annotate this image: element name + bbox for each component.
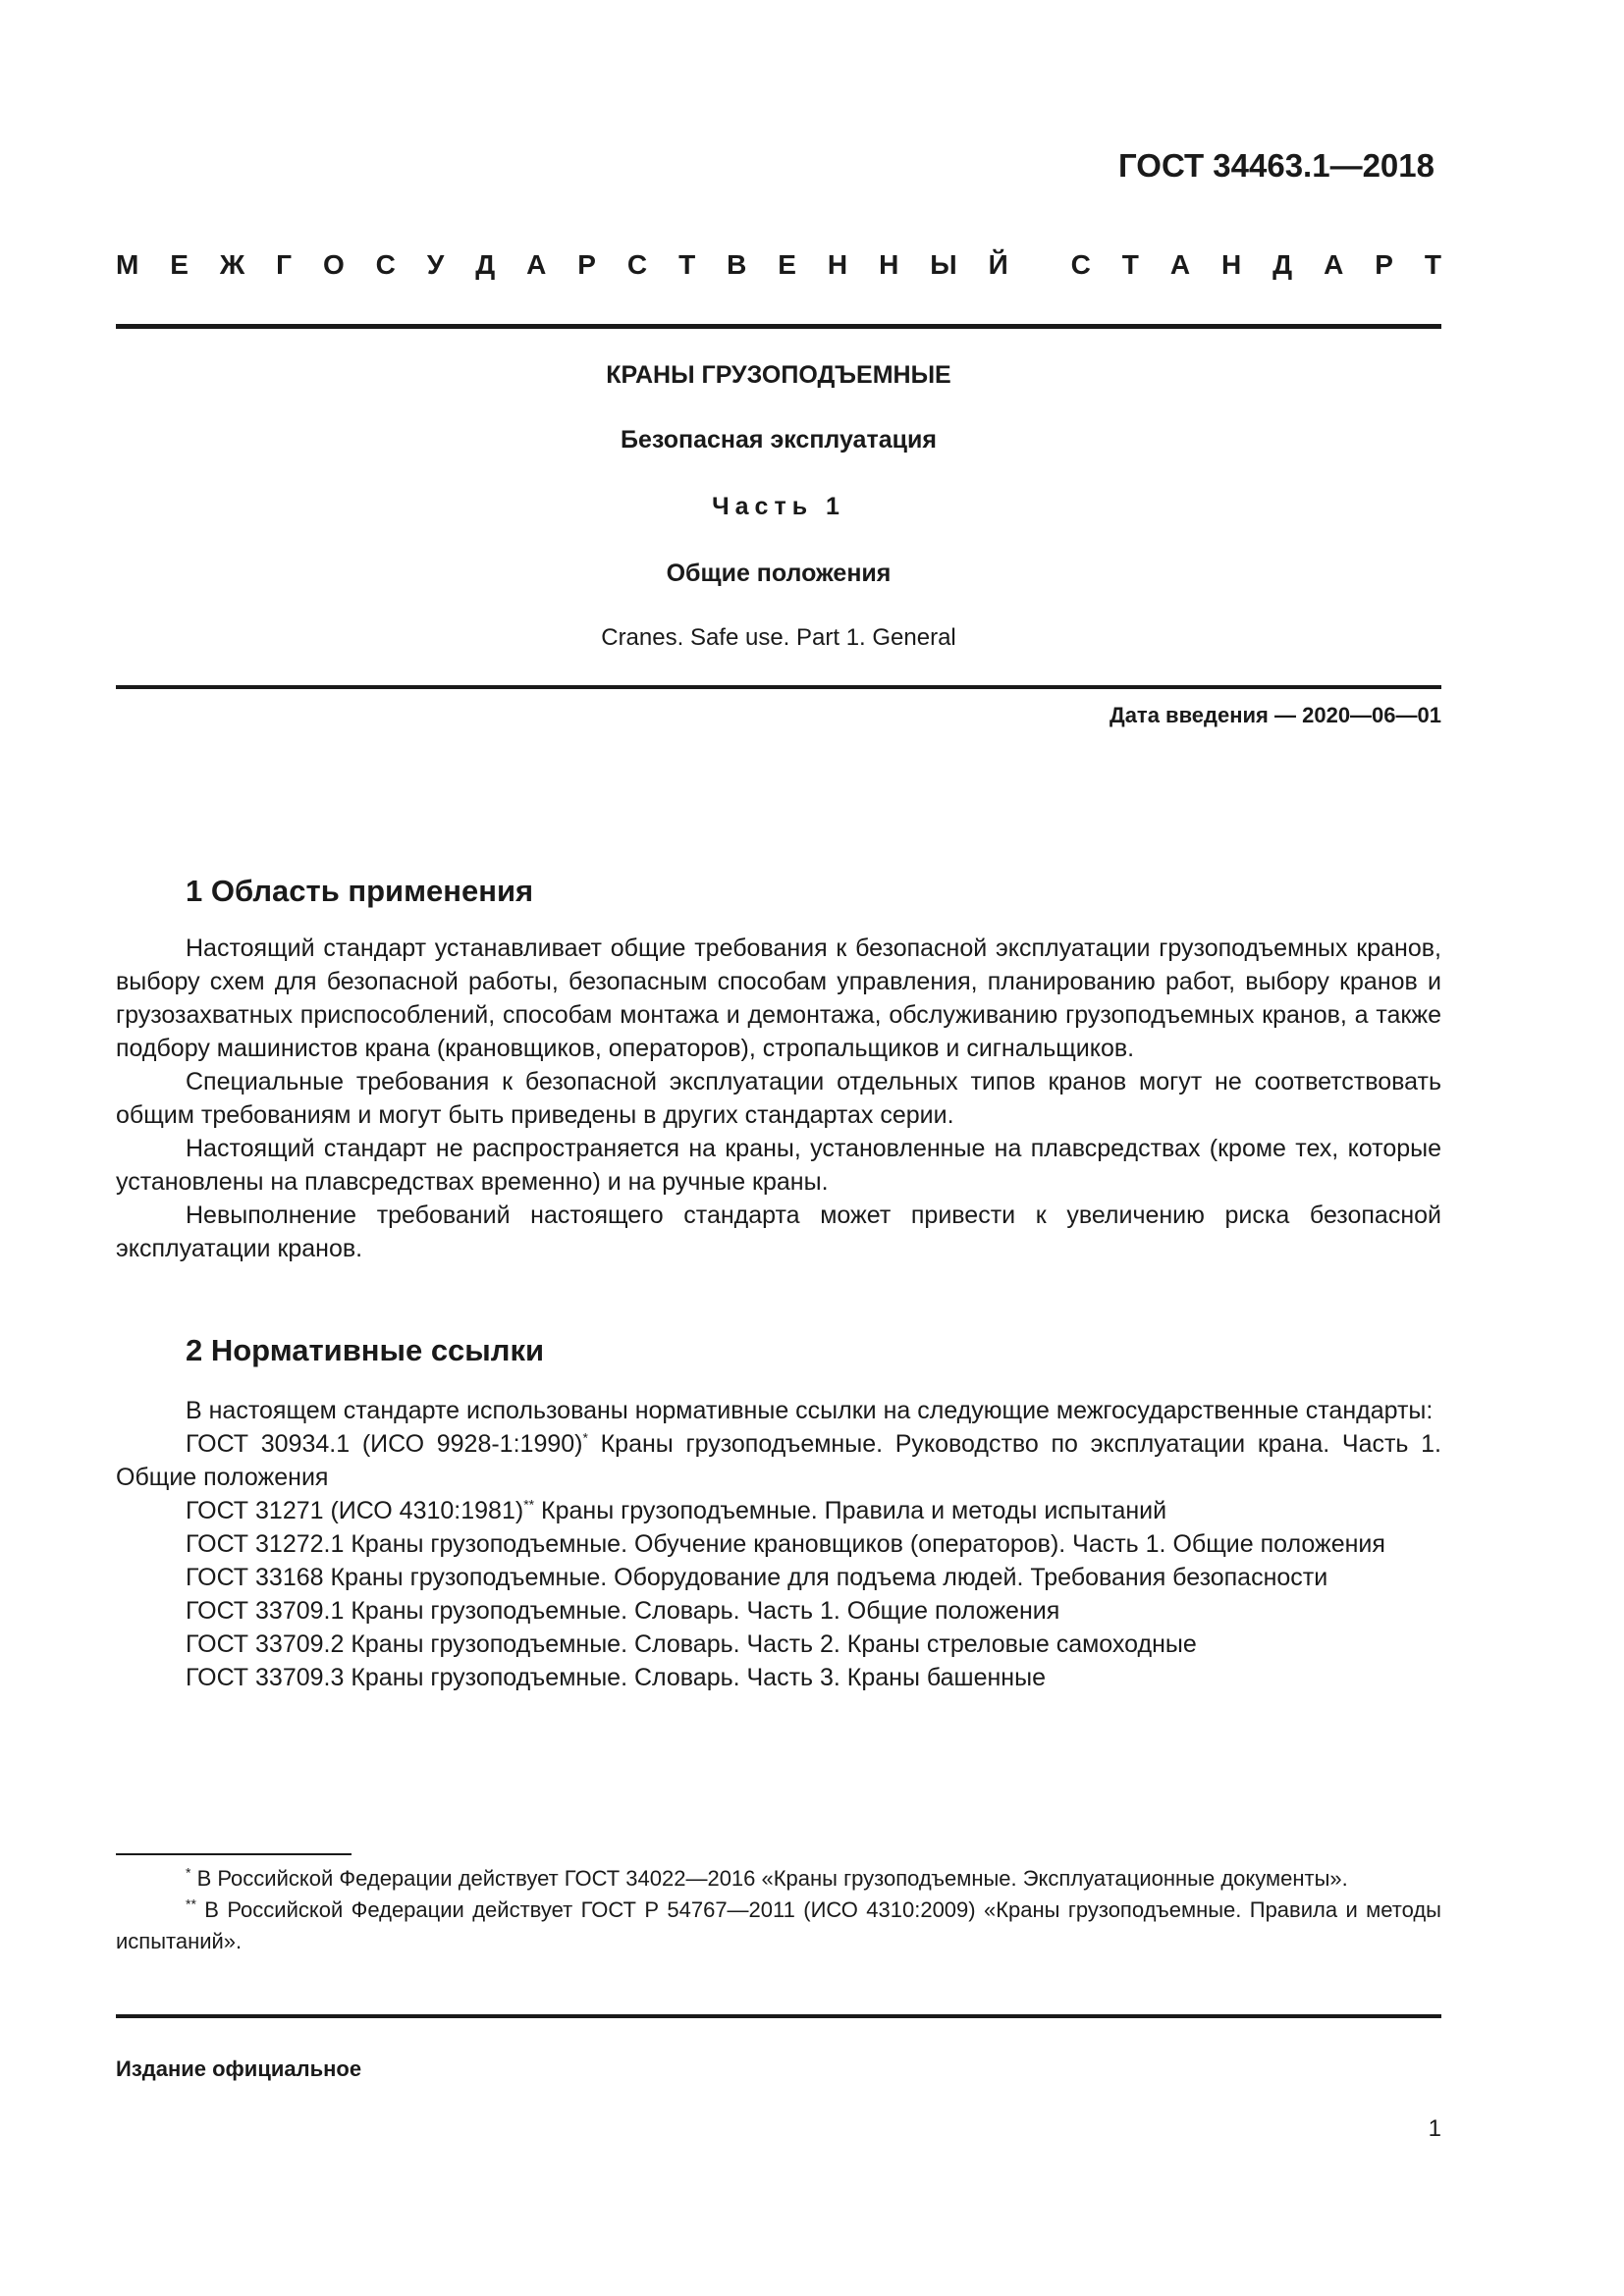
heading-letter: С [375, 249, 396, 280]
title-divider [116, 685, 1441, 689]
heading-letter: О [322, 249, 345, 280]
paragraph: Невыполнение требований настоящего стандарта может привести к увеличению риска безопасной эксплуатации кранов. [116, 1201, 1441, 1262]
english-title: Cranes. Safe use. Part 1. General [601, 624, 956, 651]
reference-item: ГОСТ 33709.1 Краны грузоподъемные. Словарь. Часть 1. Общие положения [186, 1597, 1060, 1625]
heading-letter: Н [1221, 249, 1242, 280]
heading-letter: Н [827, 249, 848, 280]
document-subtitle: Безопасная эксплуатация [621, 426, 937, 454]
paragraph: Настоящий стандарт не распространяется на краны, установленные на плавсредствах (кроме тех, которые установлены на плавсредствах временно) и на ручные краны. [116, 1135, 1441, 1196]
top-divider [116, 324, 1441, 329]
heading-letter: С [626, 249, 648, 280]
bottom-divider [116, 2014, 1441, 2018]
introduction-date: Дата введения — 2020—06—01 [1110, 703, 1441, 727]
paragraph: Настоящий стандарт устанавливает общие требования к безопасной эксплуатации грузоподъемных кранов, выбору схем для безопасной работы, безопасным способам управления, планированию работ, выбору кранов и грузозахватных приспособлений, способам монтажа и демонтажа, обслуживанию грузоподъемных кранов, а также подбору машинистов крана (крановщиков, операторов), стропальщиков и сигнальщиков. [116, 934, 1441, 1062]
paragraph: В настоящем стандарте использованы нормативные ссылки на следующие межгосударственные стандарты: [186, 1397, 1434, 1424]
heading-letter: У [426, 249, 445, 280]
heading-letter: Р [577, 249, 596, 280]
footnote: ** В Российской Федерации действует ГОСТ Р 54767—2011 (ИСО 4310:2009) «Краны грузоподъемные. Правила и методы испытаний». [116, 1896, 1441, 1953]
paragraph: Специальные требования к безопасной эксплуатации отдельных типов кранов могут не соответствовать общим требованиям и могут быть приведены в других стандартах серии. [116, 1068, 1441, 1129]
heading-letter: М [116, 249, 139, 280]
footnotes [116, 1863, 1441, 1957]
reference-item: ГОСТ 33168 Краны грузоподъемные. Оборудование для подъема людей. Требования безопасности [186, 1564, 1328, 1591]
heading-letter: Н [879, 249, 899, 280]
part-title: Общие положения [666, 560, 892, 587]
heading-letter: Т [678, 249, 696, 280]
heading-letter: Г [276, 249, 293, 280]
heading-letter: Т [1424, 249, 1441, 280]
heading-letter: Д [1272, 249, 1293, 280]
page-number: 1 [1428, 2115, 1441, 2142]
footnote-divider [116, 1853, 352, 1855]
heading-letter: Е [778, 249, 796, 280]
reference-item: ГОСТ 33709.3 Краны грузоподъемные. Словарь. Часть 3. Краны башенные [186, 1664, 1046, 1691]
heading-letter: Р [1375, 249, 1393, 280]
heading-letter: Д [475, 249, 496, 280]
section-2-body [116, 1394, 1441, 1694]
reference-item: ГОСТ 31271 (ИСО 4310:1981)** Краны грузоподъемные. Правила и методы испытаний [186, 1496, 1167, 1524]
reference-item: ГОСТ 30934.1 (ИСО 9928-1:1990)* Краны грузоподъемные. Руководство по эксплуатации крана. Часть 1. Общие положения [116, 1429, 1441, 1491]
heading-letter: А [1169, 249, 1191, 280]
heading-letter: В [727, 249, 747, 280]
heading-letter: С [1070, 249, 1091, 280]
heading-letter: Е [170, 249, 189, 280]
section-1-body [116, 932, 1441, 1265]
heading-letter: Ж [219, 249, 245, 280]
part-number: Часть 1 [712, 493, 845, 520]
footnote: * В Российской Федерации действует ГОСТ 34022—2016 «Краны грузоподъемные. Эксплуатационные документы». [186, 1864, 1348, 1891]
document-title: КРАНЫ ГРУЗОПОДЪЕМНЫЕ [606, 361, 951, 389]
edition-label: Издание официальное [116, 2056, 362, 2081]
reference-item: ГОСТ 33709.2 Краны грузоподъемные. Словарь. Часть 2. Краны стреловые самоходные [186, 1630, 1197, 1658]
heading-letter: Й [988, 249, 1008, 280]
heading-letter: Т [1121, 249, 1139, 280]
heading-letter: Ы [930, 249, 957, 280]
section-1-heading: 1 Область применения [186, 874, 534, 908]
document-number: ГОСТ 34463.1—2018 [1118, 147, 1435, 184]
reference-item: ГОСТ 31272.1 Краны грузоподъемные. Обучение крановщиков (операторов). Часть 1. Общие положения [186, 1530, 1385, 1558]
heading-letter: А [1324, 249, 1344, 280]
section-2-heading: 2 Нормативные ссылки [186, 1333, 545, 1367]
heading-letter: А [526, 249, 547, 280]
standard-type-heading [116, 249, 1441, 281]
